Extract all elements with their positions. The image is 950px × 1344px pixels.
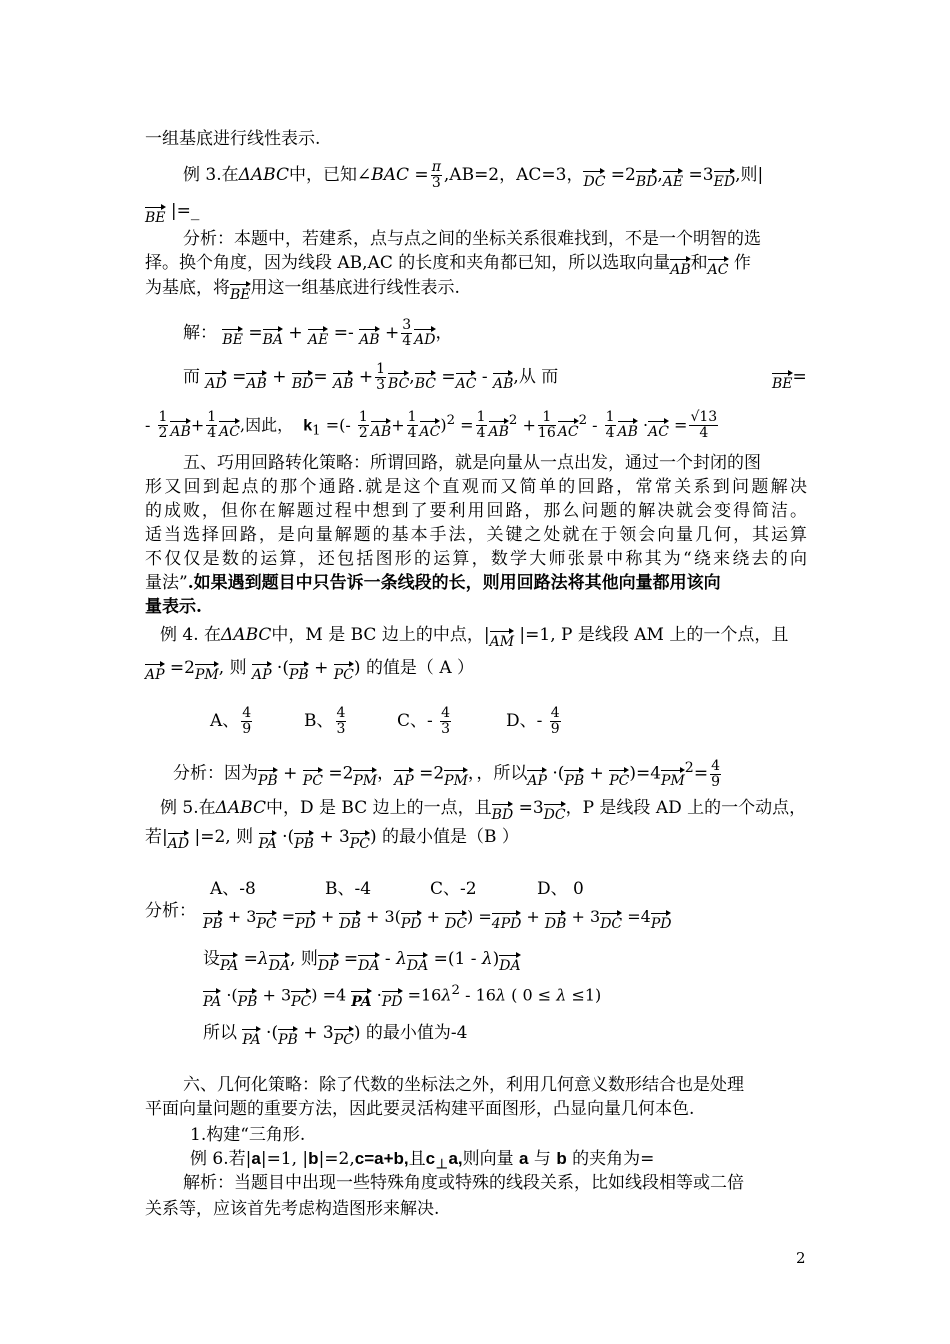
option-d: D、 0 [537,879,584,899]
example-3-answer: BE |=_ [145,201,200,226]
option-a: A、-8 [210,879,256,899]
solution-line-end: BE= [772,367,807,392]
section-5-text: 形又回到起点的那个通路.就是这个直观而又简单的回路，常常关系到问题解决 [145,477,807,497]
section-5-text: 不仅仅是数的运算，还包括图形的运算，数学大师张景中称其为“绕来绕去的向 [145,549,807,569]
section-5-text: 量表示. [145,597,202,617]
example-6-line: 例 6.若|a|=1, |b|=2,c=a+b,且$c_\perp a$,则向量 a 与 b 的夹角为= [190,1149,655,1173]
example-5-line: 例 5.在ΔABC中，D 是 BC 边上的一点，且BD =3DC，P 是线段 AD 上的一个动点， [160,798,807,823]
option-a: A、 $\frac{4}{9}$ [210,705,252,737]
example-4-line: 例 4. 在ΔABC中，M 是 BC 边上的中点，|AM |=1, P 是线段 AM 上的一个点，且 [160,625,789,650]
example-5-line: 若|AD |=2, 则 PA ·(PB + 3PC) 的最小值是（B ） [145,827,519,852]
analysis-5-label: 分析： [145,901,196,921]
analysis-4-line: 分析：因为PB + PC =2PM，AP =2PM，，所以AP $\cdot(PB + PC)=4PM^2=$ $\frac{4}{9}$ [173,757,720,790]
option-c: C、-2 [430,879,477,899]
solution-line: 解： BE =BA + AE =- AB + $\frac{3}{4}$ AD， [183,317,453,349]
example-4-line: AP =2PM, 则 AP ·(PB + PC) 的值是（ A ） [145,658,475,683]
analysis-5-formula: 设PA =λDA, 则DP =DA - λDA =(1 - λ)DA [203,949,521,974]
option-c: C、- $\frac{4}{3}$ [397,705,451,737]
analysis-5-conclusion: 所以 PA ·(PB + 3PC) 的最小值为-4 [203,1023,468,1048]
section-5-text: 的成败，但你在解题过程中想到了要利用回路，那么问题的解决就会变得简洁。 [145,501,807,521]
option-d: D、- $\frac{4}{9}$ [506,705,560,737]
solution-line: 而 AD =AB + BD= AB + $\frac{1}{3}$ BC,BC =AC - AB,从 而 [183,361,559,393]
section-5-text: 适当选择回路，是向量解题的基本手法，关键之处就在于领会向量几何，其运算 [145,525,807,545]
analysis-6-text: 关系等，应该首先考虑构造图形来解决. [145,1199,440,1219]
analysis-line: 分析：本题中，若建系，点与点之间的坐标关系很难找到，不是一个明智的选 [183,229,761,249]
page-number: 2 [796,1249,806,1267]
section-6-text: 平面向量问题的重要方法，因此要灵活构建平面图形，凸显向量几何本色. [145,1099,695,1119]
analysis-line: 择。换个角度，因为线段 AB,AC 的长度和夹角都已知，所以选取向量AB和AC 作 [145,253,751,278]
analysis-5-formula: PB + 3PC =PD + DB + 3(PD + DC) =4PD + DB + 3DC =4PD [203,907,672,932]
option-b: B、-4 [325,879,372,899]
text-line: 一组基底进行线性表示. [145,129,321,149]
example-3-line: 例 3.在ΔABC中，已知∠BAC = $\frac{\pi}{3}$ ,AB=2，AC=3，DC =2BD,AE =3ED,则| [183,159,764,191]
section-5-text: 五、巧用回路转化策略：所谓回路，就是向量从一点出发，通过一个封闭的图 [183,453,761,473]
analysis-6-text: 解析：当题目中出现一些特殊角度或特殊的线段关系，比如线段相等或二倍 [183,1173,744,1193]
option-b: B、 $\frac{4}{3}$ [304,705,346,737]
analysis-5-formula: PA ·(PB + 3PC) =4 PA $\cdot PD =16\lambda^2 - 16\lambda$ ( 0 ≤ λ ≤1) [203,983,602,1011]
solution-line: - $\frac{1}{2}$ AB+ $\frac{1}{4}$ AC,因此， $k_1$ =(- $\frac{1}{2}$ AB+ $\frac{1}{4}$ AC)$^2$ = $\frac{1}{4}$ $AB^2$ + $\frac{1}{16}$ $AC^2$ - $\frac{1}{4}$ AB ·AC = $\frac{√13}{4}$ [145,409,718,442]
section-6-subheading: 1.构建“三角形. [190,1125,306,1145]
analysis-line: 为基底，将BE用这一组基底进行线性表示. [145,278,460,303]
section-6-text: 六、几何化策略：除了代数的坐标法之外，利用几何意义数形结合也是处理 [183,1075,744,1095]
section-5-text: 量法”.如果遇到题目中只告诉一条线段的长，则用回路法将其他向量都用该向 [145,573,721,593]
